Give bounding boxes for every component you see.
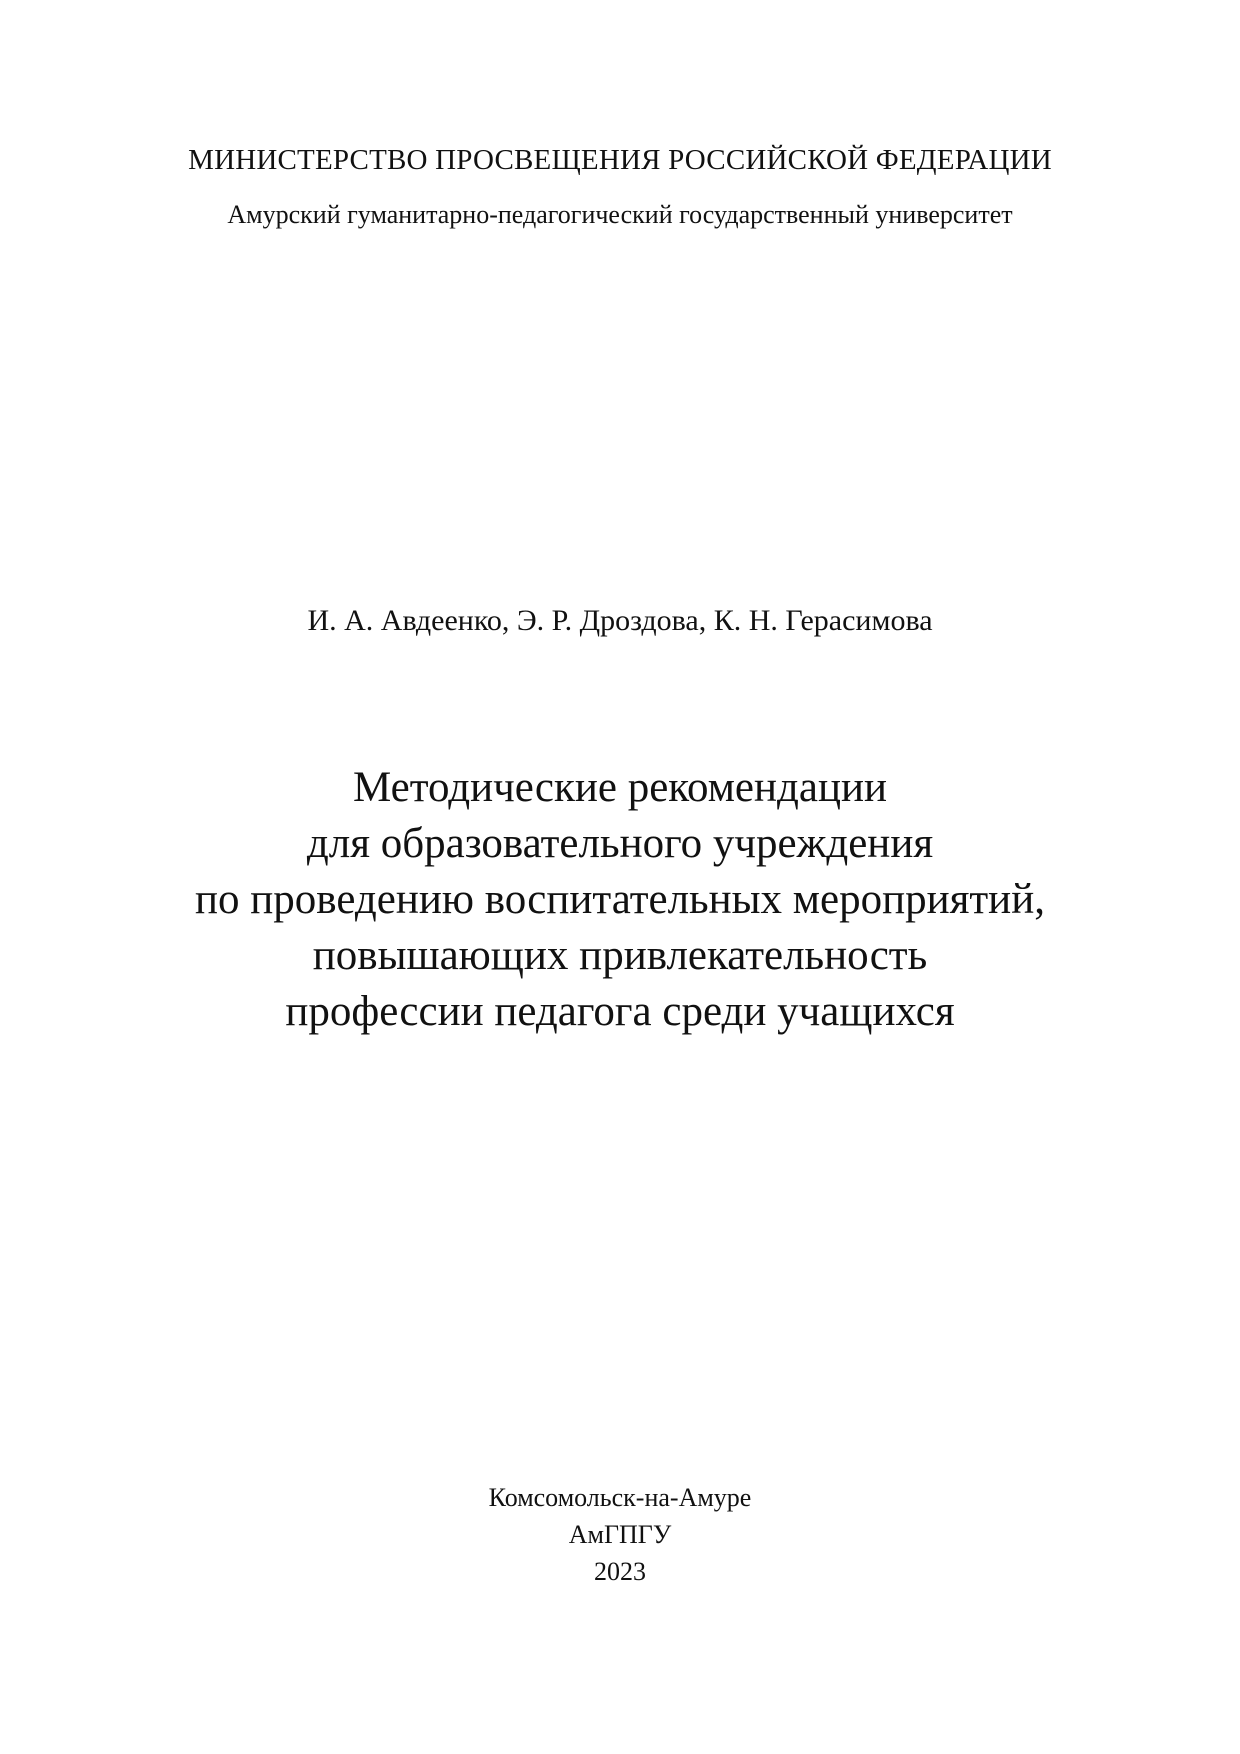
authors-line: И. А. Авдеенко, Э. Р. Дроздова, К. Н. Герасимова bbox=[307, 604, 933, 637]
title-line: по проведению воспитательных мероприятий, bbox=[195, 876, 1045, 923]
imprint-block bbox=[0, 1479, 1240, 1590]
imprint-city: Комсомольск-на-Амуре bbox=[488, 1483, 752, 1512]
imprint-publisher: АмГПГУ bbox=[568, 1520, 672, 1549]
title-line: для образовательного учреждения bbox=[306, 820, 934, 867]
document-title bbox=[0, 760, 1240, 1040]
title-line: повышающих привлекательность bbox=[312, 932, 928, 979]
university-heading: Амурский гуманитарно-педагогический государственный университет bbox=[227, 200, 1013, 229]
ministry-heading: МИНИСТЕРСТВО ПРОСВЕЩЕНИЯ РОССИЙСКОЙ ФЕДЕРАЦИИ bbox=[188, 144, 1052, 176]
title-line: Методические рекомендации bbox=[352, 764, 887, 811]
imprint-year: 2023 bbox=[594, 1557, 646, 1586]
title-line: профессии педагога среди учащихся bbox=[285, 988, 955, 1035]
